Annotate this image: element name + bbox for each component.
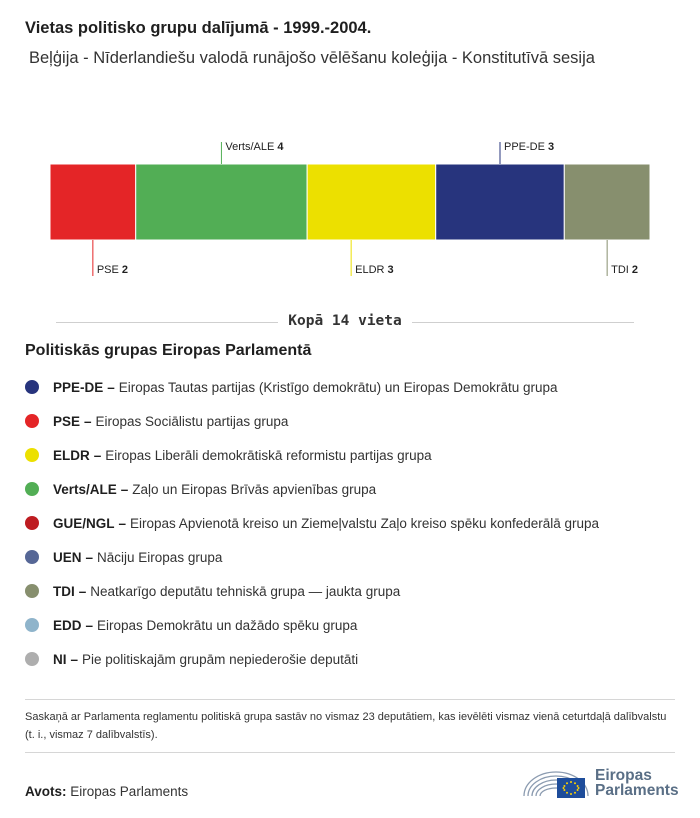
legend-dot [25,516,39,530]
legend-dot [25,482,39,496]
legend-separator: – [84,413,92,429]
legend-item [25,506,599,540]
total-seats-divider [56,312,634,332]
legend-separator: – [70,651,79,667]
total-seats-label: Kopā 14 vieta [278,313,412,329]
legend-separator: – [93,447,102,463]
logo-line-1: Eiropas [595,767,652,784]
source-line [25,784,188,799]
legend-item [25,404,599,438]
legend-separator: – [85,617,94,633]
european-parliament-logo [521,762,681,802]
legend-item [25,472,599,506]
legend-description: Eiropas Tautas partijas (Kristīgo demokrātu) un Eiropas Demokrātu grupa [118,379,558,395]
chart-subtitle: Beļģija - Nīderlandiešu valodā runājošo vēlēšanu koleģija - Konstitutīvā sesija [29,49,595,67]
legend-description: Zaļo un Eiropas Brīvās apvienības grupa [132,481,377,497]
legend-code: NI [53,651,67,667]
legend-item [25,438,599,472]
legend-code: EDD [53,617,82,633]
legend [25,370,599,676]
bar-segment-eldr [307,164,436,240]
legend-separator: – [107,379,115,395]
legend-item [25,540,599,574]
parliament-hemicycle-icon [521,762,591,802]
legend-description: Nāciju Eiropas grupa [97,549,223,565]
legend-code: PPE-DE [53,379,104,395]
footnote: Saskaņā ar Parlamenta reglamentu politiskā grupa sastāv no vismaz 23 deputātiem, kas ievēlēti vismaz vienā ceturtdaļā dalībvalstu (t. i., vismaz 7 dalībvalstīs). [25,711,667,741]
data-label-ppe-de: PPE-DE 3 [504,141,555,153]
legend-code: UEN [53,549,82,565]
legend-dot [25,414,39,428]
data-label-pse: PSE 2 [96,264,129,276]
legend-description: Eiropas Demokrātu un dažādo spēku grupa [97,617,358,633]
legend-code: GUE/NGL [53,515,115,531]
legend-description: Eiropas Apvienotā kreiso un Ziemeļvalstu Zaļo kreiso spēku konfederālā grupa [130,515,600,531]
legend-title: Politiskās grupas Eiropas Parlamentā [25,342,312,359]
seat-distribution-chart [0,130,700,290]
legend-description: Eiropas Sociālistu partijas grupa [95,413,289,429]
legend-code: Verts/ALE [53,481,117,497]
bar-segment-ppe-de [436,164,565,240]
legend-separator: – [85,549,94,565]
bar-segment-verts-ale [136,164,307,240]
legend-item [25,370,599,404]
logo-line-2: Parlaments [595,782,679,799]
legend-dot [25,652,39,666]
divider-rule [25,699,675,700]
legend-item [25,574,599,608]
legend-separator: – [120,481,129,497]
source-value: Eiropas Parlaments [70,784,189,799]
data-label-tdi: TDI 2 [611,264,639,276]
legend-description: Eiropas Liberāli demokrātiskā reformistu partijas grupa [105,447,432,463]
source-label: Avots: [25,784,67,799]
legend-dot [25,380,39,394]
legend-code: ELDR [53,447,90,463]
legend-dot [25,448,39,462]
legend-description: Neatkarīgo deputātu tehniskā grupa — jaukta grupa [90,583,401,599]
legend-item [25,642,599,676]
legend-dot [25,618,39,632]
legend-item [25,608,599,642]
chart-title: Vietas politisko grupu dalījumā - 1999.-2004. [25,19,372,37]
legend-code: TDI [53,583,75,599]
legend-dot [25,550,39,564]
bar-segment-pse [50,164,136,240]
legend-code: PSE [53,413,81,429]
legend-separator: – [118,515,127,531]
data-label-eldr: ELDR 3 [355,264,394,276]
legend-description: Pie politiskajām grupām nepiederošie deputāti [82,651,359,667]
legend-separator: – [78,583,87,599]
divider-rule [25,752,675,753]
data-label-verts-ale: Verts/ALE 4 [225,141,284,153]
legend-dot [25,584,39,598]
bar-segment-tdi [564,164,650,240]
